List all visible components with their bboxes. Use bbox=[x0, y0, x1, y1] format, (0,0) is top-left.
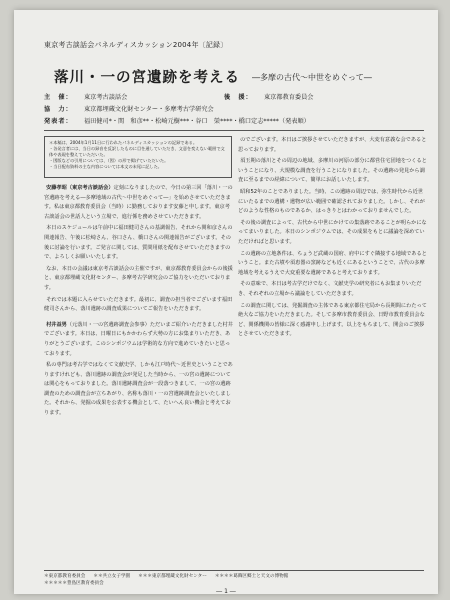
document-page bbox=[14, 10, 438, 594]
affiliation: ＊＊＊東京都埋蔵文化財センター bbox=[138, 574, 207, 579]
paragraph: 私の専門は考古学ではなくて文献史学、しかも江戸時代〜近世史ということでありますけれども、落川遺跡の調査会が発足した当時から、一の宮の遺跡については関心をもっておりました。落川遺跡調査会が一段落つきまして、一の宮の遺跡調査のための調査会が立ちあがり、名称も落川・一の宮遺跡調査会といたしました。それから、発掘の成果を公表する機会として、たいへん良い機会と考えております。 bbox=[44, 362, 233, 417]
presenters-row bbox=[44, 116, 424, 125]
coop-row bbox=[44, 104, 424, 113]
paragraph: この遺跡の立地条件は、ちょうど武蔵の国府、府中にすぐ隣接する地域であるということ。また古墳や須恵器の窯跡なども近くにあるということで、古代の多摩地域を考えるうえで大変重要な遺跡であると考えております。 bbox=[238, 250, 427, 276]
affiliation: ＊＊共立女子学園 bbox=[93, 574, 131, 579]
notes-box bbox=[44, 136, 232, 178]
support-value: 東京都教育委員会 bbox=[264, 94, 314, 101]
footer-divider bbox=[44, 570, 424, 571]
series-title: 東京考古談話会パネルディスカッション2004年〔記録〕 bbox=[44, 41, 228, 49]
affiliation: ＊＊＊＊＊豊島区教育委員会 bbox=[44, 581, 104, 586]
paragraph: 昭和52年のことでありました。当時、この遺跡の周辺では、弥生時代から近世にいたるまでの遺構・遺物が広い範囲で確認されておりました。しかし、それがどのような性格のものであるか、はっきりとはわかっておりませんでした。 bbox=[238, 188, 425, 215]
paragraph: ただいまご紹介いただきました村井でございます。本日は、日曜日にもかかわらず大勢の方にお集まりいただき、ありがとうございます。このシンポジウムは学術的な方向で進めていきたいと思っております。 bbox=[44, 321, 233, 357]
page-title: 落川・一の宮遺跡を考える bbox=[54, 70, 240, 86]
paragraph: のでございます。本日はご挨拶させていただきますが、大変有意義な会であると思っております。 bbox=[238, 137, 427, 153]
affiliation: ＊＊＊＊葛飾区郷土と天文の博物館 bbox=[214, 574, 289, 579]
left-column bbox=[44, 184, 234, 574]
paragraph: なお、本日の会議は東京考古談話会の主催ですが、東京都教育委員会からの後援と、東京都埋蔵文化財センター、多摩考古学研究会のご協力をいただいております。 bbox=[44, 265, 233, 291]
paragraph: その後の調査によって、古代から中世にかけての集落跡であることが明らかになってまいりました。本日のシンポジウムでは、その成果をもとに議論を深めていただければと思います。 bbox=[238, 219, 427, 245]
paragraph: この調査に関しては、発掘調査の主体である東京都住宅局から長期間にわたって絶大なご協力をいただきました。そして多摩市教育委員会、日野市教育委員会など、関係機関の皆様に深く感謝申し上げます。以上をもちまして、開会のご挨拶とさせていただきます。 bbox=[238, 302, 427, 338]
header-divider bbox=[44, 130, 424, 131]
presenters-label: 発表者： bbox=[44, 118, 73, 125]
coop-label: 協 力： bbox=[44, 106, 73, 113]
page-subtitle: ―多摩の古代〜中世をめぐって― bbox=[252, 73, 372, 82]
note-line: ＊本稿は、2004年1月11日に行われたパネルディスカッションの記録である。 bbox=[49, 140, 198, 145]
page-number: ― 1 ― bbox=[216, 588, 236, 594]
speaker-name: 安藤孝昭（東京考古談話会） bbox=[46, 185, 114, 191]
speaker-affiliation: （元落川・一の宮遺跡調査会参事） bbox=[66, 321, 150, 328]
paragraph: それでは本題に入らせていただきます。最初に、調査の担当者でございます福田健司さんから、落川遺跡の調査成果についてご報告をいただきます。 bbox=[44, 296, 233, 313]
organizer-label: 主 催： bbox=[44, 94, 73, 101]
paragraph: 定刻になりましたので、今日の第三回「落川・一の宮遺跡を考える―多摩地域の古代〜中世をめぐって―」を始めさせていただきます。私は東京都教育委員会（当時）に勤務しております安藤と申します。東京考古談話会の世話人という立場で、進行係を務めさせていただきます。 bbox=[44, 185, 233, 220]
note-line: ・各発言者には、当日の録音を反訳したものに目を通していただき、文意を変えない範囲で文体や表現を整えていただいた。 bbox=[49, 146, 225, 157]
paragraph: 本日のスケジュールは午前中に福田健司さんの基調報告、それから関和彦さんの関連報告、午後に松崎さん、谷口さん、橋口さんの関連報告がございます。その後に討論を行います。ご発言に関しては、質問用紙を配布させていただきますので、よろしくお願いいたします。 bbox=[44, 225, 233, 261]
organizer-row bbox=[44, 92, 424, 101]
right-column bbox=[238, 136, 428, 574]
note-line: ・図版などの引用については、（図）の形で掲げていただいた。 bbox=[49, 158, 169, 163]
affiliation: ＊東京都教育委員会 bbox=[44, 574, 86, 579]
speaker-name: 村井益男 bbox=[46, 321, 67, 328]
support-label: 後 援： bbox=[224, 94, 253, 101]
note-line: ・当日配布資料の主な内容については本文の末尾に記した。 bbox=[49, 164, 162, 169]
organizer-value: 東京考古談話会 bbox=[84, 94, 128, 101]
coop-value: 東京都埋蔵文化財センター・多摩考古学研究会 bbox=[84, 106, 214, 113]
paragraph: その意味で、本日は考古学だけでなく、文献史学の研究者にもお集まりいただき、それぞれの立場から議論をしていただきます。 bbox=[238, 281, 422, 297]
presenters-value: 福田健司*・関 和彦**・松崎元樹***・谷口 榮****・橋口定志*****（発表順） bbox=[84, 118, 310, 125]
paragraph: 須玉期の落川とその周辺の地域、多摩川の河原の部分に都営住宅団地をつくるということになり、大規模な調査を行うことになりました。その遺跡の発見から調査に至るまでの経緯について、簡単にお話しいたします。 bbox=[238, 158, 427, 184]
footer-affiliations bbox=[44, 573, 424, 587]
